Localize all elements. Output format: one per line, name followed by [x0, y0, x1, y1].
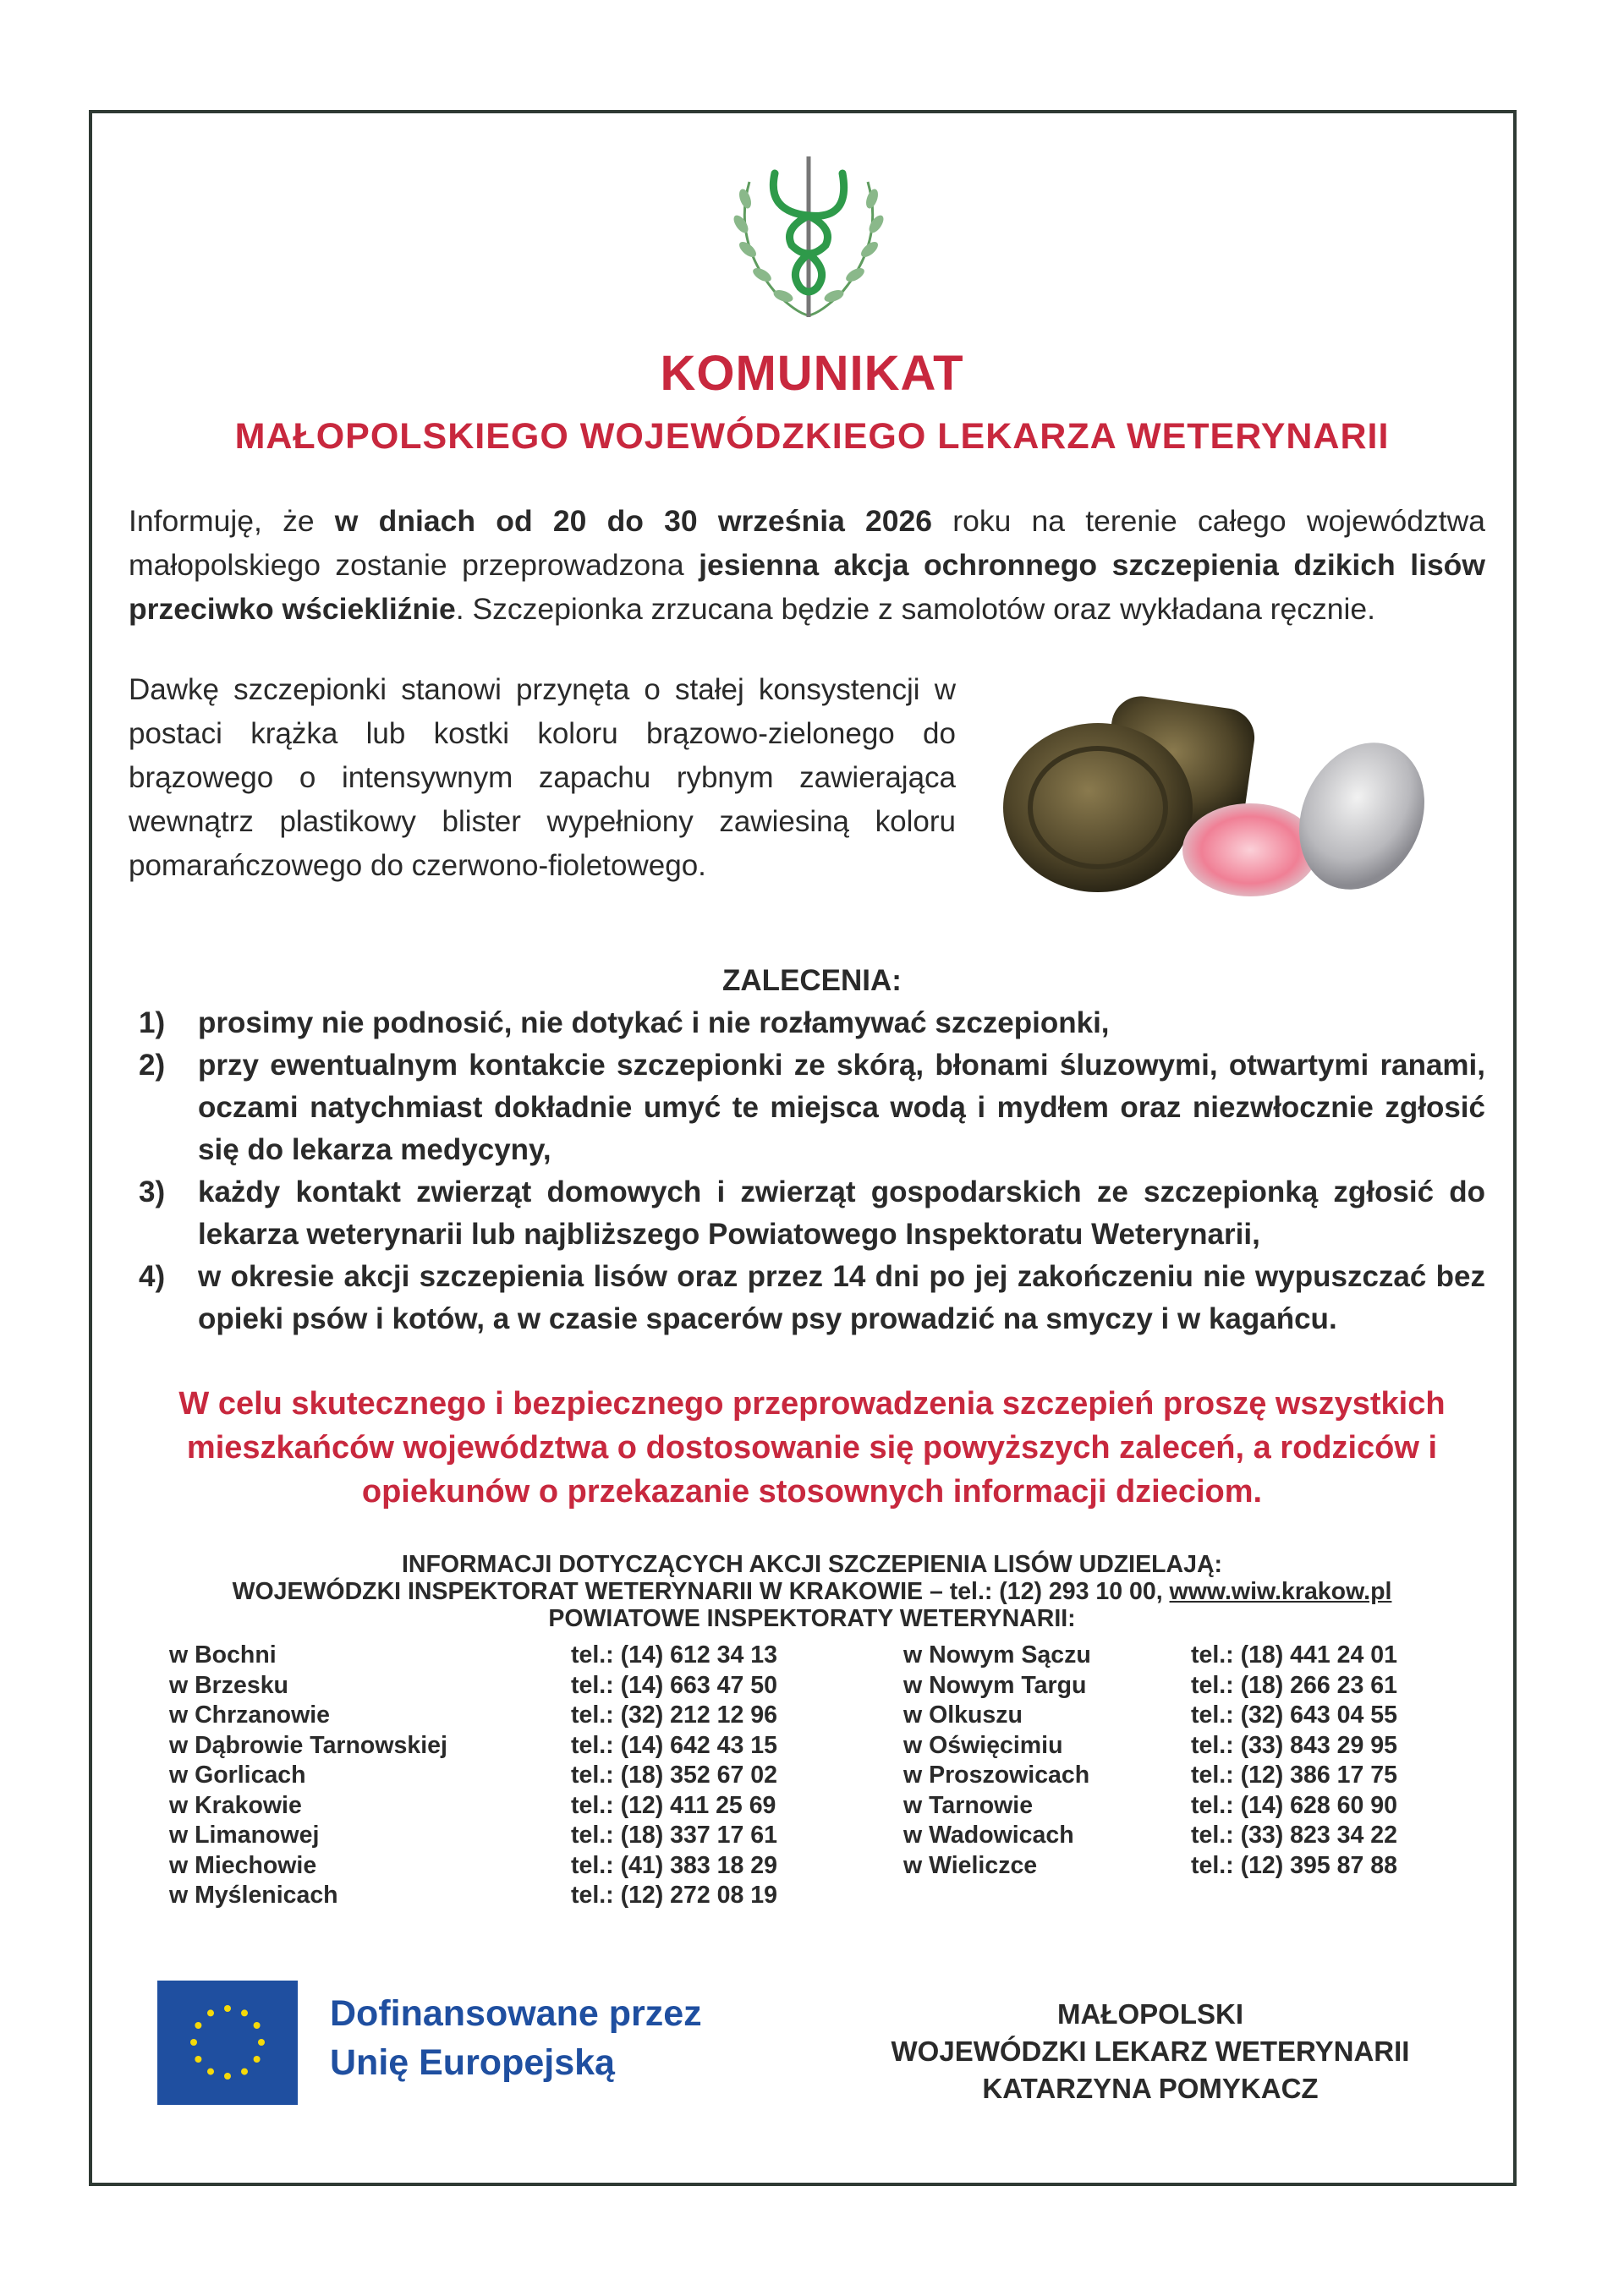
contacts-left-phones [571, 1641, 777, 1911]
contacts-left-places [169, 1641, 447, 1911]
bait-description: Dawkę szczepionki stanowi przynęta o stałej konsystencji w postaci krążka lub kostki koloru brązowo-zielonego do brązowego o intensywnym zapachu rybnym zawierająca wewnątrz plastikowy blister wypełniony zawiesiną koloru pomarańczowego do czerwono-fioletowego. [129, 673, 956, 882]
contact-place: w Dąbrowie Tarnowskiej [169, 1731, 447, 1759]
item-number: 4) [139, 1260, 166, 1293]
contact-place: w Bochni [169, 1641, 277, 1669]
recommendations-list [129, 1002, 1485, 1340]
contact-place: w Chrzanowie [169, 1701, 331, 1729]
contacts-right-phones [1191, 1641, 1397, 1881]
contact-phone: tel.: (14) 642 43 15 [571, 1731, 777, 1759]
item-number: 3) [139, 1175, 166, 1208]
contact-place: w Tarnowie [903, 1791, 1034, 1819]
contact-place: w Nowym Sączu [903, 1641, 1091, 1669]
district-inspectorates-heading: POWIATOWE INSPEKTORATY WETERYNARII: [548, 1605, 1076, 1632]
appeal-text: W celu skutecznego i bezpiecznego przeprowadzenia szczepień proszę wszystkich mieszkańców województwa o dostosowanie się powyższych zaleceń, a rodziców i opiekunów o przekazanie stosownych informacji dzieciom. [178, 1386, 1446, 1510]
contact-phone: tel.: (14) 612 34 13 [571, 1641, 777, 1669]
intro-text-1: Informuję, że [129, 504, 335, 538]
item-number: 2) [139, 1049, 166, 1082]
list-item [129, 1171, 1485, 1256]
list-item [129, 1044, 1485, 1171]
contact-place: w Oświęcimiu [903, 1731, 1063, 1759]
intro-text-3: . Szczepionka zrzucana będzie z samolotów oraz wykładana ręcznie. [455, 592, 1375, 626]
item-text: każdy kontakt zwierząt domowych i zwierząt gospodarskich ze szczepionką zgłosić do lekarza weterynarii lub najbliższego Powiatowego Inspektoratu Weterynarii, [198, 1175, 1485, 1251]
contact-place: w Olkuszu [903, 1701, 1023, 1729]
contact-place: w Gorlicach [169, 1762, 306, 1789]
contact-place: w Wieliczce [903, 1851, 1038, 1879]
contacts-right-places [903, 1641, 1091, 1881]
contact-phone: tel.: (18) 337 17 61 [571, 1822, 777, 1849]
contact-place: w Wadowicach [903, 1822, 1074, 1849]
signature-line-2: WOJEWÓDZKI LEKARZ WETERYNARII [891, 2036, 1410, 2067]
item-number: 1) [139, 1006, 166, 1039]
contact-place: w Proszowicach [903, 1762, 1090, 1789]
intro-action: jesienna akcja ochronnego szczepienia dzikich lisów przeciwko wściekliźnie [129, 548, 1485, 626]
contact-phone: tel.: (14) 628 60 90 [1191, 1791, 1397, 1819]
contact-phone: tel.: (14) 663 47 50 [571, 1671, 777, 1699]
item-text: w okresie akcji szczepienia lisów oraz przez 14 dni po jej zakończeniu nie wypuszczać bez opieki psów i kotów, a w czasie spacerów psy prowadzić na smyczy i w kagańcu. [198, 1260, 1485, 1335]
intro-dates: w dniach od 20 do 30 września 2026 [334, 504, 933, 538]
contact-place: w Limanowej [169, 1822, 320, 1849]
eu-funding-text [330, 1989, 702, 2087]
veterinary-caduceus-logo [716, 148, 902, 330]
signature-block [804, 1996, 1497, 2107]
contact-phone: tel.: (12) 411 25 69 [571, 1791, 776, 1819]
contact-phone: tel.: (12) 272 08 19 [571, 1882, 777, 1909]
signature-name: KATARZYNA POMYKACZ [982, 2073, 1319, 2104]
contact-place: w Nowym Targu [903, 1671, 1087, 1699]
contact-phone: tel.: (18) 441 24 01 [1191, 1641, 1397, 1669]
info-heading: INFORMACJI DOTYCZĄCYCH AKCJI SZCZEPIENIA LISÓW UDZIELAJĄ: [401, 1551, 1223, 1578]
eu-flag-icon [157, 1981, 298, 2105]
intro-text-2: roku na terenie całego województwa małopolskiego zostanie przeprowadzona [129, 504, 1485, 582]
contact-phone: tel.: (12) 395 87 88 [1191, 1851, 1397, 1879]
contact-phone: tel.: (41) 383 18 29 [571, 1851, 777, 1879]
signature-line-1: MAŁOPOLSKI [1057, 1998, 1243, 2030]
contact-place: w Krakowie [169, 1791, 302, 1819]
page-subtitle: MAŁOPOLSKIEGO WOJEWÓDZKIEGO LEKARZA WETERYNARII [234, 416, 1390, 457]
item-text: przy ewentualnym kontakcie szczepionki ze skórą, błonami śluzowymi, otwartymi ranami, oczami natychmiast dokładnie umyć te miejsca wodą i mydłem oraz niezwłocznie zgłosić się do lekarza medycyny, [198, 1049, 1485, 1166]
website-link[interactable]: www.wiw.krakow.pl [1169, 1578, 1392, 1605]
contact-phone: tel.: (32) 212 12 96 [571, 1701, 777, 1729]
contact-phone: tel.: (33) 843 29 95 [1191, 1731, 1397, 1759]
list-item [129, 1256, 1485, 1340]
eu-funding-line-1: Dofinansowane przez [330, 1993, 702, 2034]
contact-phone: tel.: (18) 266 23 61 [1191, 1671, 1397, 1699]
contact-phone: tel.: (33) 823 34 22 [1191, 1822, 1397, 1849]
contact-phone: tel.: (12) 386 17 75 [1191, 1762, 1397, 1789]
voivodeship-inspectorate-text: WOJEWÓDZKI INSPEKTORAT WETERYNARII W KRAKOWIE – tel.: (12) 293 10 00, [232, 1578, 1170, 1605]
contact-phone: tel.: (32) 643 04 55 [1191, 1701, 1397, 1729]
eu-funding-line-2: Unię Europejską [330, 2042, 615, 2083]
voivodeship-inspectorate-line [0, 1578, 1624, 1606]
list-item [129, 1002, 1485, 1044]
contact-place: w Myślenicach [169, 1882, 338, 1909]
vaccine-bait-photo [979, 677, 1453, 905]
recommendations-heading: ZALECENIA: [722, 964, 902, 997]
contact-phone: tel.: (18) 352 67 02 [571, 1762, 777, 1789]
contact-place: w Miechowie [169, 1851, 317, 1879]
item-text: prosimy nie podnosić, nie dotykać i nie rozłamywać szczepionki, [198, 1006, 1110, 1039]
contact-place: w Brzesku [169, 1671, 288, 1699]
intro-paragraph [129, 499, 1485, 631]
page-title: KOMUNIKAT [660, 346, 964, 401]
